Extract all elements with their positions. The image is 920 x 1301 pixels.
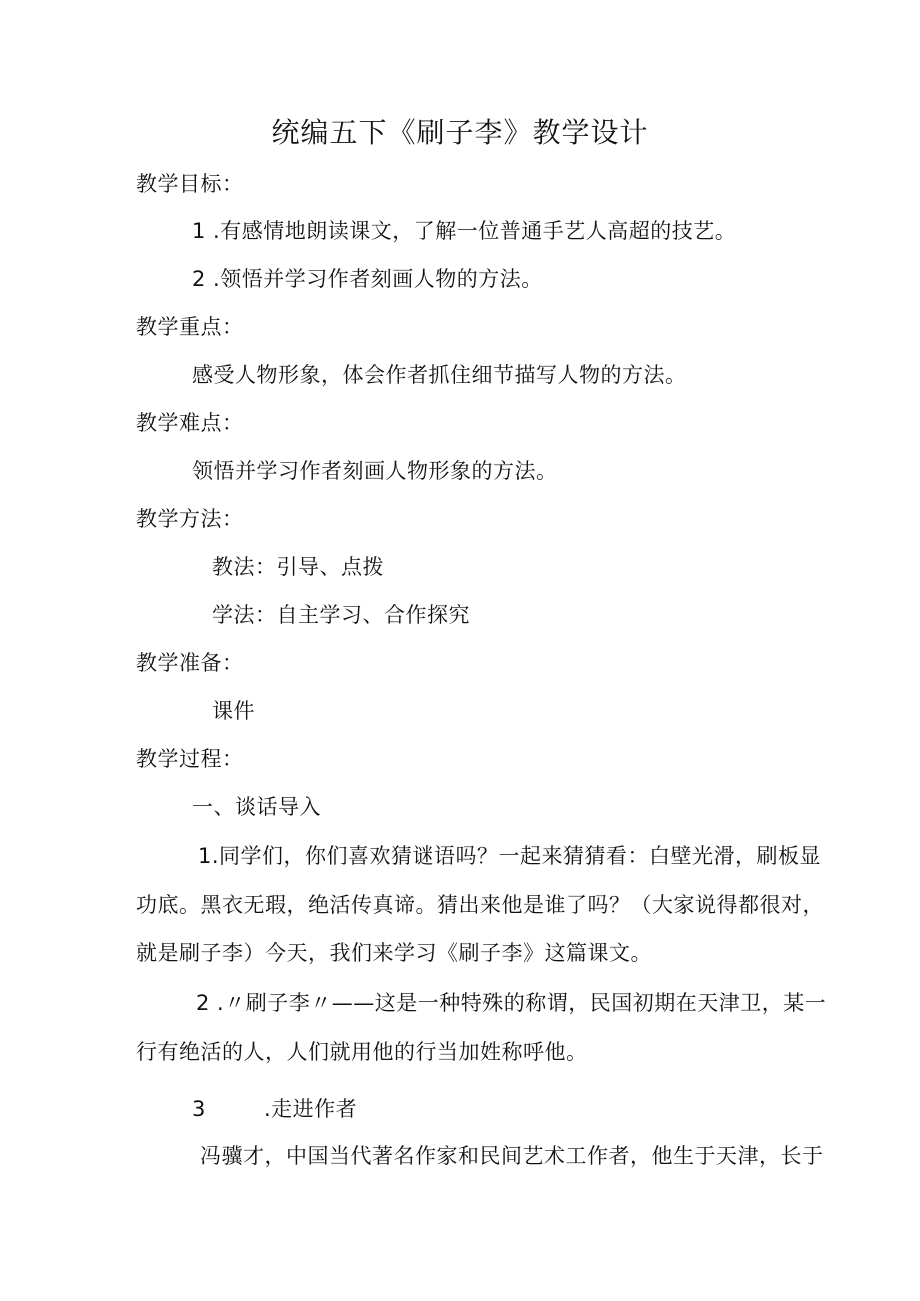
goal-item-2: 2 .领悟并学习作者刻画人物的方法。	[192, 267, 543, 291]
paragraph-2-line-2: 行有绝活的人，人们就用他的行当加姓称呼他。	[136, 1040, 588, 1064]
paragraph-2-line-1: 2 .〃刷子李〃——这是一种特殊的称谓，民国初期在天津卫，某一	[196, 991, 827, 1015]
goal-item-1: 1 .有感情地朗读课文，了解一位普通手艺人高超的技艺。	[192, 219, 737, 243]
paragraph-3-number: 3	[192, 1097, 206, 1121]
preparation-text: 课件	[212, 699, 255, 723]
methods-heading: 教学方法：	[136, 507, 244, 531]
key-points-heading: 教学重点：	[136, 315, 244, 339]
process-heading: 教学过程：	[136, 747, 244, 771]
page-title: 统编五下《刷子李》教学设计	[271, 116, 649, 149]
goals-heading: 教学目标：	[136, 172, 244, 196]
key-points-text: 感受人物形象，体会作者抓住细节描写人物的方法。	[192, 363, 687, 387]
difficulties-text: 领悟并学习作者刻画人物形象的方法。	[192, 459, 558, 483]
paragraph-3-text: .走进作者	[264, 1097, 358, 1121]
paragraph-4-line-1: 冯骥才，中国当代著名作家和民间艺术工作者，他生于天津，长于	[200, 1144, 824, 1168]
preparation-heading: 教学准备：	[136, 651, 244, 675]
paragraph-1-line-3: 就是刷子李）今天，我们来学习《刷子李》这篇课文。	[136, 941, 652, 965]
section-1-heading: 一、谈话导入	[192, 795, 321, 819]
difficulties-heading: 教学难点：	[136, 411, 244, 435]
paragraph-1-line-2: 功底。黑衣无瑕，绝活传真谛。猜出来他是谁了吗？（大家说得都很对，	[136, 893, 824, 917]
learning-method: 学法：自主学习、合作探究	[212, 603, 470, 627]
paragraph-1-line-1: 1.同学们，你们喜欢猜谜语吗？一起来猜猜看：白壁光滑，刷板显	[198, 844, 822, 868]
teaching-method: 教法：引导、点拨	[212, 555, 384, 579]
